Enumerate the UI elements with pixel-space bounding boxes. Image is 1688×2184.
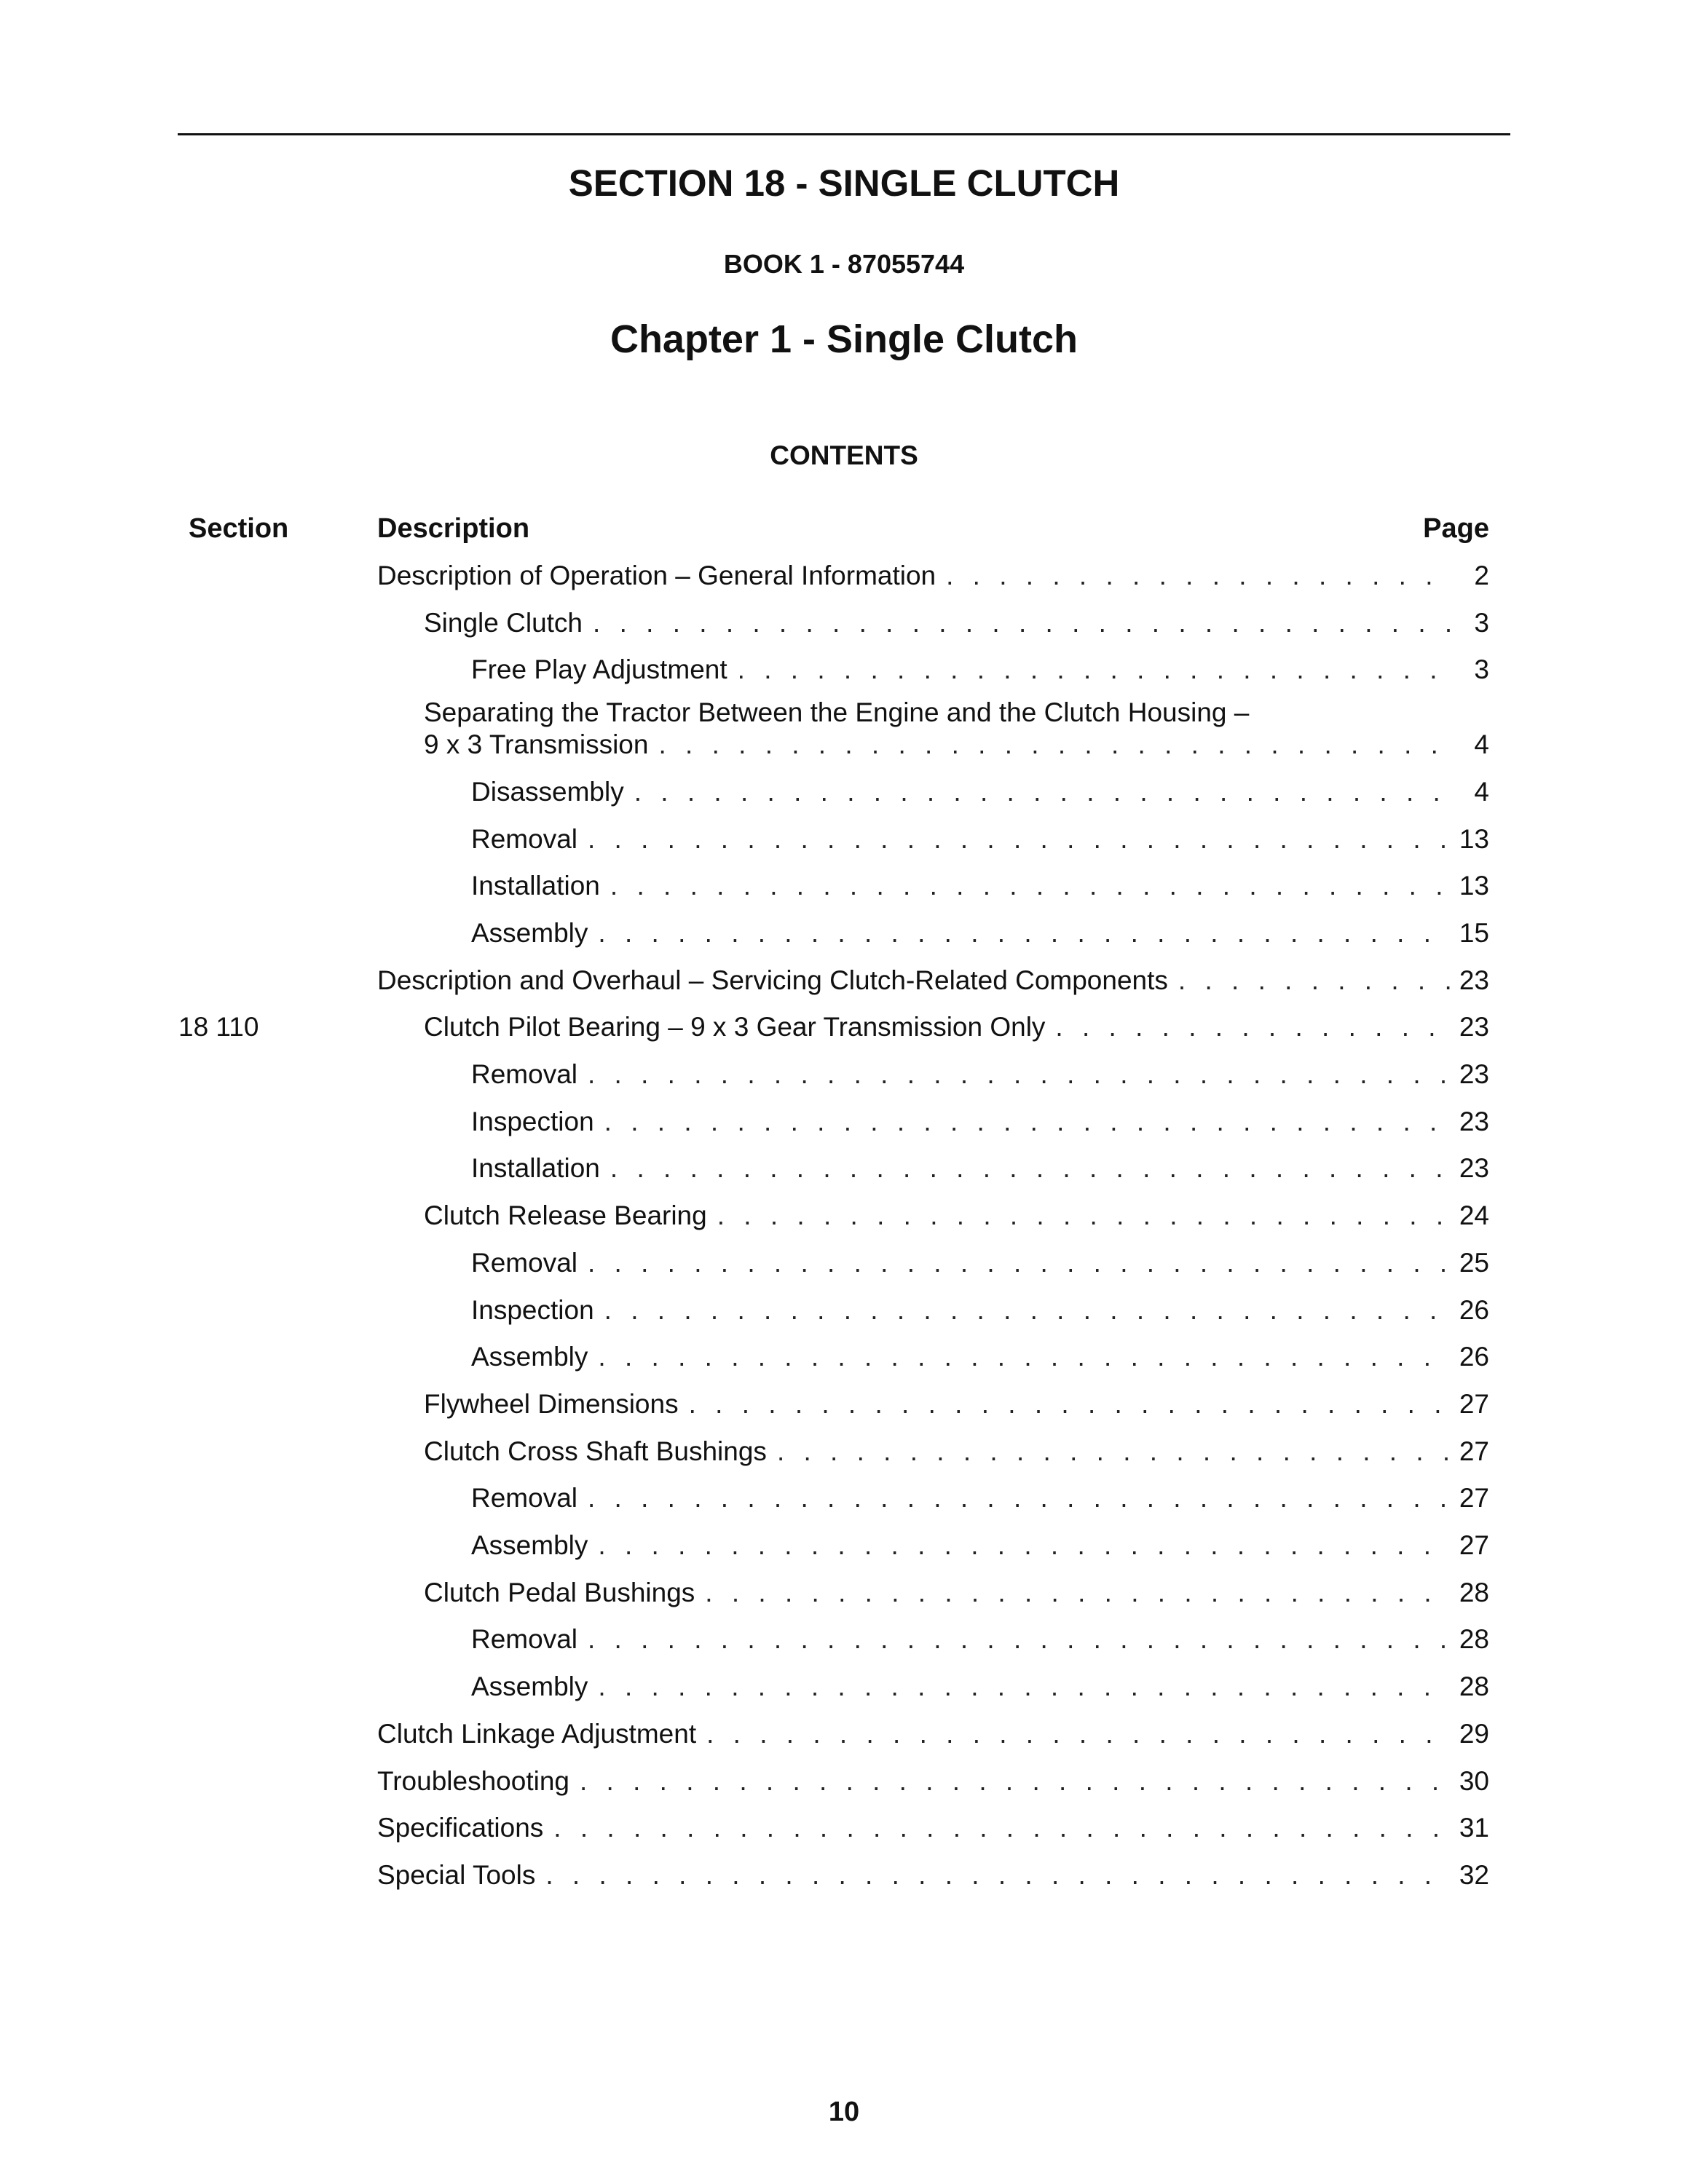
toc-entry[interactable] xyxy=(0,555,1688,596)
toc-entry-line xyxy=(424,1436,1489,1467)
toc-entry-text: Description of Operation – General Information xyxy=(377,561,936,590)
toc-entry-page: 29 xyxy=(1459,1718,1489,1749)
toc-entry-page: 25 xyxy=(1459,1247,1489,1278)
toc-entry-line xyxy=(377,1813,1489,1843)
toc-entry-text: Clutch Release Bearing xyxy=(424,1200,707,1231)
toc-entry[interactable] xyxy=(0,1242,1688,1283)
toc-entry-line xyxy=(424,608,1489,638)
toc-entry-page: 28 xyxy=(1459,1577,1489,1607)
toc-entry-line xyxy=(424,1012,1489,1042)
toc-entry[interactable] xyxy=(0,912,1688,953)
toc-entry-text: Assembly xyxy=(471,1530,588,1560)
toc-entry-text: Inspection xyxy=(471,1294,594,1325)
toc-entry-text: Assembly xyxy=(471,1671,588,1702)
column-header-description: Description xyxy=(377,513,530,544)
toc-entry-line xyxy=(377,1719,1489,1749)
toc-entry[interactable] xyxy=(0,1477,1688,1518)
toc-entry-text: Assembly xyxy=(471,917,588,948)
toc-entry-page: 2 xyxy=(1474,561,1489,590)
toc-entry-text: Removal xyxy=(471,823,577,854)
toc-entry[interactable] xyxy=(0,1195,1688,1235)
toc-entry-text: Clutch Linkage Adjustment xyxy=(377,1718,697,1749)
toc-entry[interactable] xyxy=(0,1336,1688,1377)
toc-entry-page: 13 xyxy=(1459,823,1489,854)
toc-entry[interactable] xyxy=(0,865,1688,906)
toc-entry-text: Installation xyxy=(471,871,600,901)
toc-entry-text: 9 x 3 Transmission xyxy=(424,729,649,760)
dot-leader xyxy=(634,777,1451,807)
toc-entry-page: 27 xyxy=(1459,1483,1489,1514)
toc-entry-line xyxy=(377,561,1489,591)
book-number: BOOK 1 - 87055744 xyxy=(723,249,965,279)
toc-entry-page: 23 xyxy=(1459,1059,1489,1089)
toc-entry-page: 15 xyxy=(1459,917,1489,948)
toc-entry-page: 24 xyxy=(1459,1200,1489,1231)
toc-entry-text: Clutch Pilot Bearing – 9 x 3 Gear Transmission Only xyxy=(424,1012,1046,1042)
dot-leader xyxy=(593,608,1451,638)
toc-entry-text: Specifications xyxy=(377,1813,544,1843)
toc-entry-text-line1: Separating the Tractor Between the Engine and the Clutch Housing – xyxy=(424,697,1250,728)
toc-entry-page: 27 xyxy=(1459,1388,1489,1419)
dot-leader xyxy=(545,1860,1451,1891)
toc-entry-page: 27 xyxy=(1459,1436,1489,1466)
toc-entry-text: Assembly xyxy=(471,1342,588,1372)
toc-entry-page: 30 xyxy=(1459,1765,1489,1796)
toc-entry-page: 3 xyxy=(1474,654,1489,685)
toc-entry-page: 4 xyxy=(1474,776,1489,807)
page-number: 10 xyxy=(828,2097,860,2127)
toc-entry-text: Removal xyxy=(471,1247,577,1278)
toc-entry-line xyxy=(471,1671,1489,1702)
toc-entry-line xyxy=(471,1295,1489,1326)
dot-leader xyxy=(588,1483,1451,1514)
toc-entry-line xyxy=(424,1200,1489,1231)
toc-entry[interactable] xyxy=(0,771,1688,812)
toc-entry-line xyxy=(471,1624,1489,1655)
toc-entry-page: 23 xyxy=(1459,965,1489,995)
column-header-page: Page xyxy=(1423,513,1489,544)
dot-leader xyxy=(588,1624,1451,1655)
toc-entry-line xyxy=(471,1342,1489,1372)
toc-entry-text: Inspection xyxy=(471,1106,594,1136)
toc-entry-line xyxy=(471,871,1489,901)
dot-leader xyxy=(610,1153,1451,1184)
toc-entry-text: Troubleshooting xyxy=(377,1765,569,1796)
toc-entry[interactable] xyxy=(0,602,1688,643)
dot-leader xyxy=(580,1766,1451,1797)
toc-entry[interactable] xyxy=(0,1147,1688,1188)
dot-leader xyxy=(1055,1012,1451,1042)
toc-entry-page: 27 xyxy=(1459,1530,1489,1560)
toc-entry[interactable] xyxy=(0,1618,1688,1659)
toc-entry-page: 31 xyxy=(1459,1813,1489,1843)
toc-entry-line xyxy=(471,1483,1489,1514)
toc-entry-line xyxy=(377,1860,1489,1891)
dot-leader xyxy=(604,1295,1451,1326)
toc-entry-line xyxy=(471,654,1489,685)
toc-entry[interactable] xyxy=(0,724,1688,764)
toc-entry-page: 32 xyxy=(1459,1859,1489,1890)
toc-entry-text: Description and Overhaul – Servicing Clutch-Related Components xyxy=(377,965,1168,995)
toc-entry-text: Flywheel Dimensions xyxy=(424,1388,679,1419)
toc-entry[interactable] xyxy=(0,1713,1688,1754)
dot-leader xyxy=(553,1813,1451,1843)
toc-entry[interactable] xyxy=(0,960,1688,1000)
dot-leader xyxy=(658,729,1451,760)
toc-entry-text: Installation xyxy=(471,1153,600,1184)
toc-entry-line xyxy=(424,729,1489,760)
toc-entry-line xyxy=(471,777,1489,807)
toc-entry-line xyxy=(471,1059,1489,1090)
toc-entry-text: Removal xyxy=(471,1059,577,1089)
dot-leader xyxy=(598,918,1451,949)
dot-leader xyxy=(588,824,1451,855)
toc-entry[interactable] xyxy=(0,1431,1688,1471)
toc-entry-line xyxy=(424,1389,1489,1420)
toc-entry-line xyxy=(471,918,1489,949)
dot-leader xyxy=(689,1389,1451,1420)
toc-entry[interactable] xyxy=(0,649,1688,689)
column-header-section: Section xyxy=(189,513,289,544)
dot-leader xyxy=(946,561,1451,591)
toc-entry[interactable] xyxy=(0,1289,1688,1330)
toc-entry-line xyxy=(471,824,1489,855)
toc-entry-text: Clutch Pedal Bushings xyxy=(424,1577,695,1607)
toc-entry[interactable] xyxy=(0,1101,1688,1142)
toc-entry-line xyxy=(424,1578,1489,1608)
dot-leader xyxy=(610,871,1451,901)
toc-entry-page: 26 xyxy=(1459,1294,1489,1325)
toc-entry-text: Special Tools xyxy=(377,1859,536,1890)
dot-leader xyxy=(598,1530,1451,1561)
toc-entry-text: Removal xyxy=(471,1624,577,1655)
toc-entry[interactable] xyxy=(0,1053,1688,1094)
toc-entry[interactable] xyxy=(0,1666,1688,1706)
toc-entry-line xyxy=(471,1530,1489,1561)
contents-heading: CONTENTS xyxy=(770,440,918,470)
toc-entry-text: Clutch Cross Shaft Bushings xyxy=(424,1436,767,1466)
toc-entry[interactable] xyxy=(0,1854,1688,1895)
toc-entry[interactable] xyxy=(0,818,1688,859)
toc-entry[interactable] xyxy=(0,1760,1688,1801)
dot-leader xyxy=(604,1107,1451,1137)
toc-entry-line xyxy=(471,1153,1489,1184)
dot-leader xyxy=(706,1719,1451,1749)
toc-entry-page: 28 xyxy=(1459,1671,1489,1702)
toc-entry-page: 13 xyxy=(1459,871,1489,901)
toc-entry-text: Disassembly xyxy=(471,776,624,807)
toc-entry[interactable] xyxy=(0,1572,1688,1613)
toc-entry-page: 26 xyxy=(1459,1342,1489,1372)
dot-leader xyxy=(1178,965,1451,996)
toc-entry-page: 23 xyxy=(1459,1153,1489,1184)
toc-entry-text: Removal xyxy=(471,1483,577,1514)
section-title: SECTION 18 - SINGLE CLUTCH xyxy=(568,162,1120,204)
toc-entry[interactable] xyxy=(0,1383,1688,1424)
dot-leader xyxy=(598,1671,1451,1702)
dot-leader xyxy=(598,1342,1451,1372)
dot-leader xyxy=(588,1248,1451,1278)
toc-entry-page: 23 xyxy=(1459,1012,1489,1042)
dot-leader xyxy=(738,654,1451,685)
toc-entry-text: Single Clutch xyxy=(424,607,583,638)
toc-entry-text: Free Play Adjustment xyxy=(471,654,727,685)
toc-entry-line xyxy=(377,965,1489,996)
toc-entry-page: 23 xyxy=(1459,1106,1489,1136)
dot-leader xyxy=(705,1578,1451,1608)
chapter-title: Chapter 1 - Single Clutch xyxy=(610,317,1078,361)
toc-entry-page: 28 xyxy=(1459,1624,1489,1655)
dot-leader xyxy=(717,1200,1451,1231)
toc-entry-page: 3 xyxy=(1474,607,1489,638)
toc-entry-page: 4 xyxy=(1474,729,1489,760)
toc-entry[interactable] xyxy=(0,1807,1688,1848)
dot-leader xyxy=(777,1436,1451,1467)
toc-entry-line xyxy=(471,1248,1489,1278)
toc-entry-section: 18 110 xyxy=(178,1012,259,1042)
toc-entry[interactable] xyxy=(0,1006,1688,1047)
toc-entry[interactable] xyxy=(0,1524,1688,1565)
toc-entry-line xyxy=(377,1766,1489,1797)
toc-entry-line xyxy=(471,1107,1489,1137)
dot-leader xyxy=(588,1059,1451,1090)
